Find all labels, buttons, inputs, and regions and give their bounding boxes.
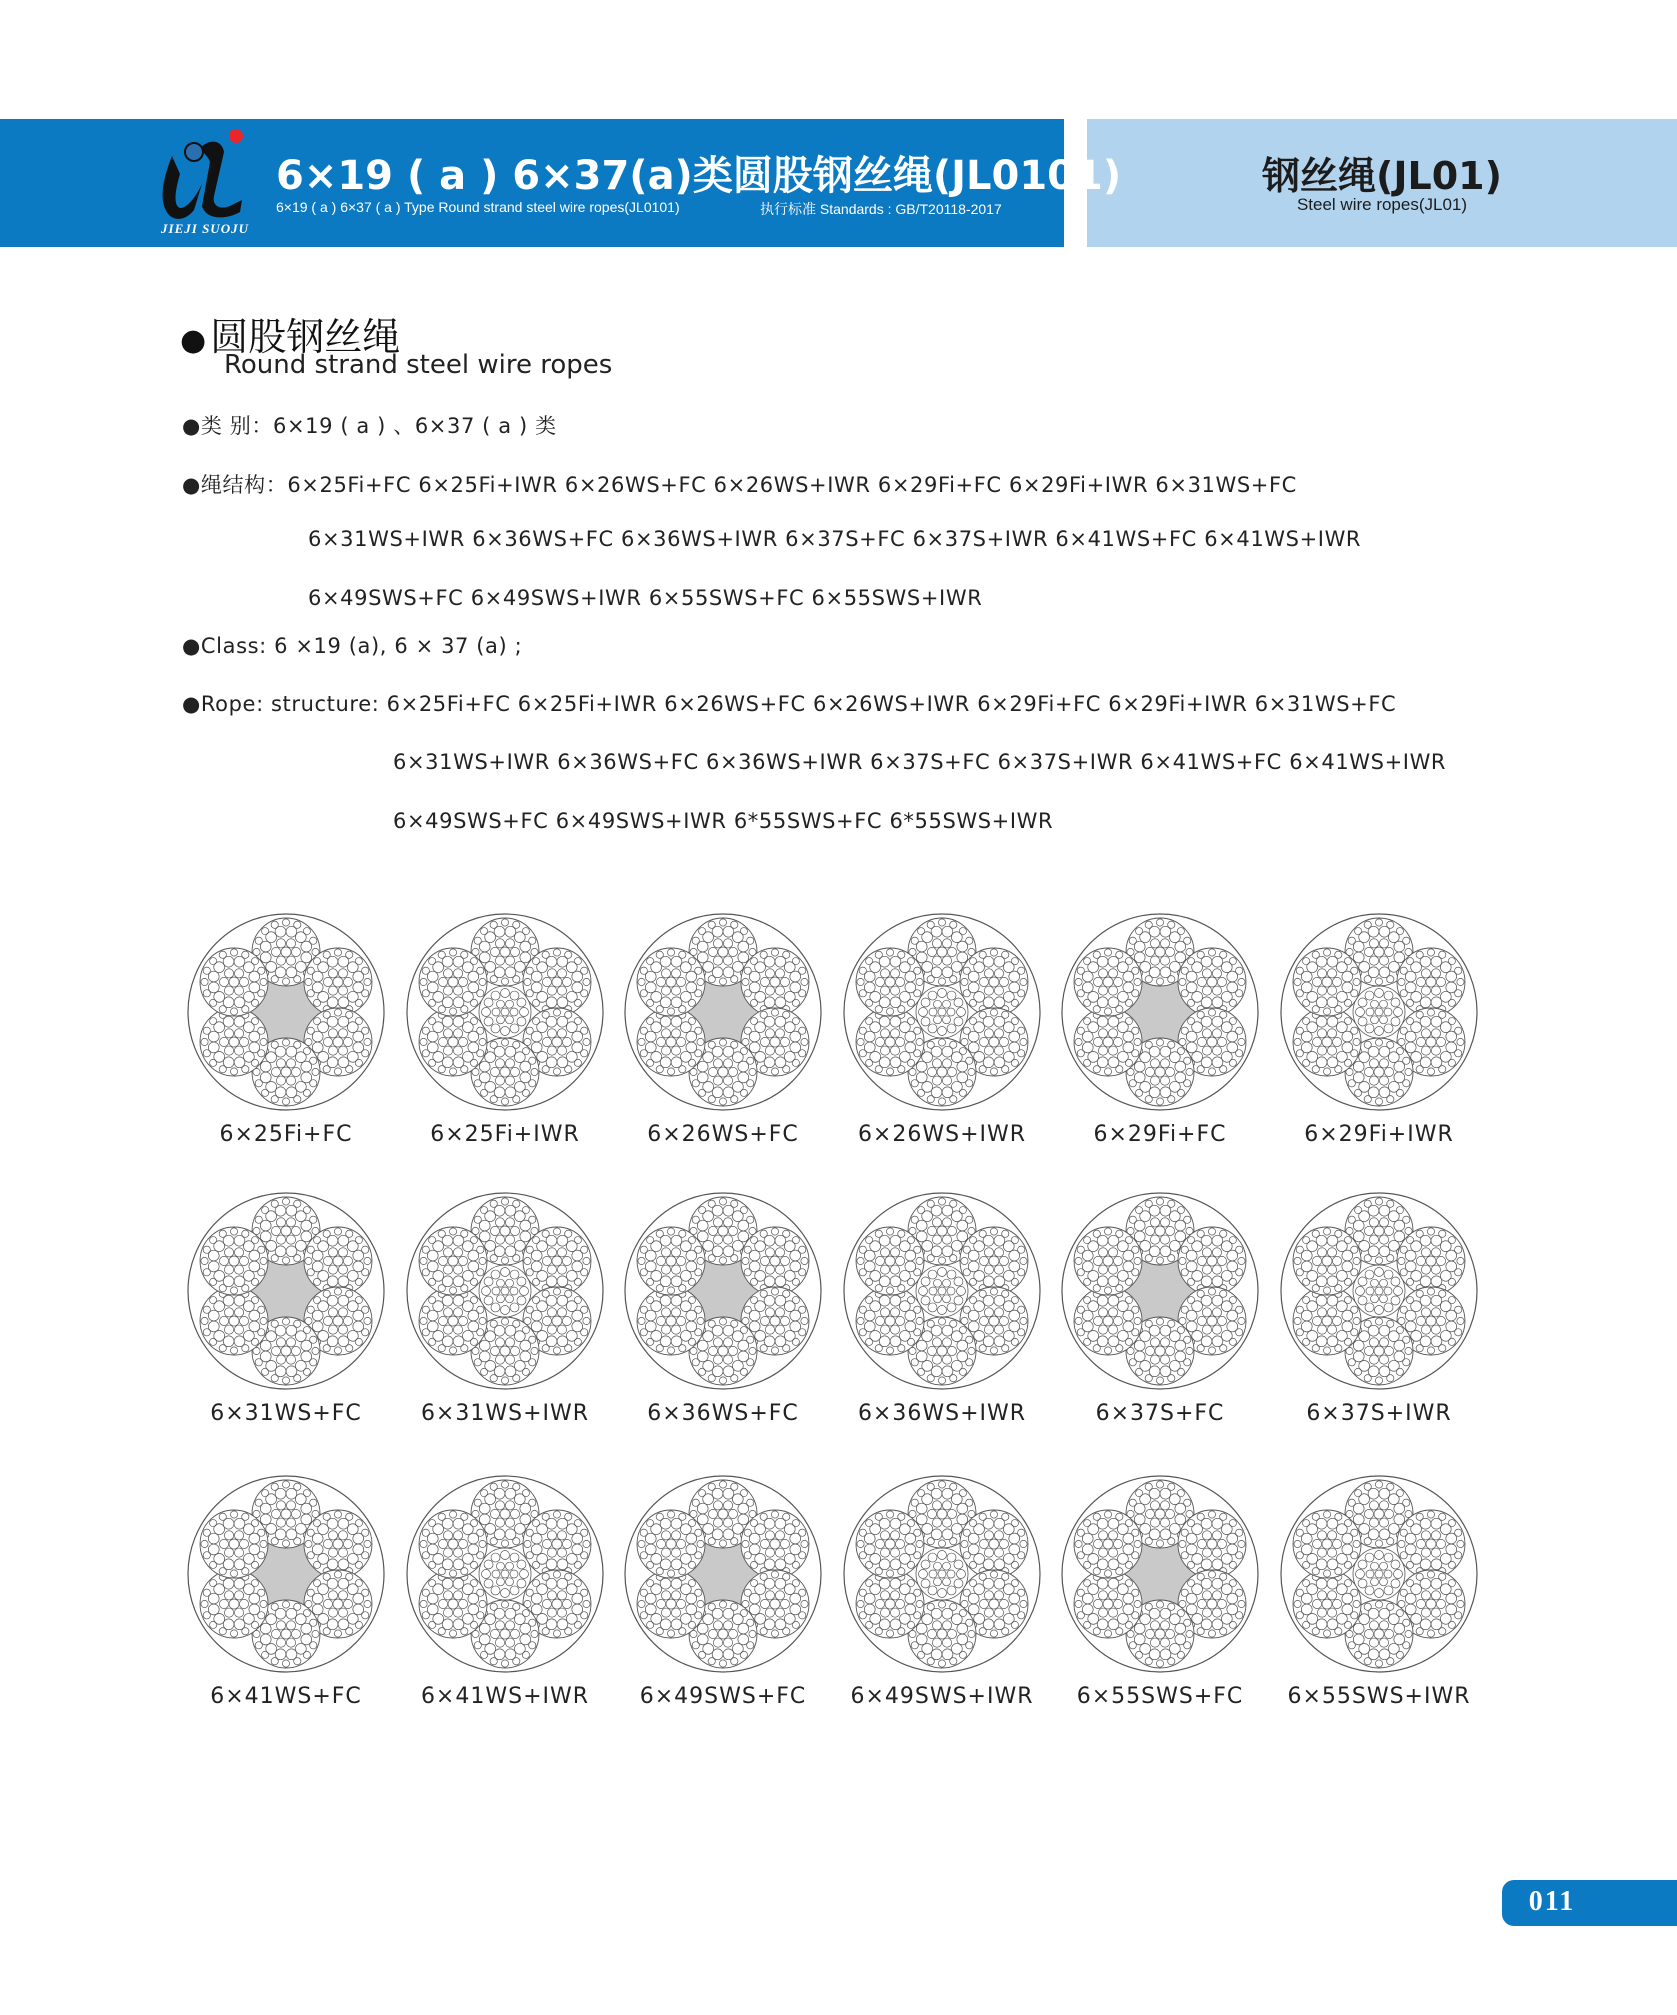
rope-cross-section — [837, 1191, 1047, 1426]
rope-cross-section — [837, 1474, 1047, 1709]
rope-cross-section-icon — [1060, 1474, 1260, 1674]
rope-cross-section-icon — [623, 1474, 823, 1674]
spec-line-class-en: ●Class: 6 ×19 (a), 6 × 37 (a) ; — [182, 634, 523, 658]
rope-cross-section — [400, 1191, 610, 1426]
rope-cross-section-icon — [842, 1474, 1042, 1674]
page-subtitle: 6×19 ( a ) 6×37 ( a ) Type Round strand steel wire ropes(JL0101) — [276, 199, 680, 215]
rope-structure-label: 6×25Fi+IWR — [430, 1122, 580, 1147]
rope-cross-section-icon — [842, 1191, 1042, 1391]
rope-cross-section-icon — [623, 912, 823, 1112]
rope-cross-section-icon — [623, 1191, 823, 1391]
spec-line-structure-en: ●Rope: structure: 6×25Fi+FC 6×25Fi+IWR 6×26WS+FC 6×26WS+IWR 6×29Fi+FC 6×29Fi+IWR 6×31WS+FC — [182, 692, 1397, 716]
rope-structure-label: 6×49SWS+FC — [639, 1684, 807, 1709]
rope-structure-label: 6×55SWS+IWR — [1287, 1684, 1471, 1709]
spec-line-structure-cn-cont: 6×31WS+IWR 6×36WS+FC 6×36WS+IWR 6×37S+FC 6×37S+IWR 6×41WS+FC 6×41WS+IWR — [308, 527, 1362, 551]
category-title: 钢丝绳(JL01) — [1262, 154, 1502, 198]
rope-cross-section — [400, 1474, 610, 1709]
rope-cross-section-icon — [1279, 1474, 1479, 1674]
bullet-icon: ● — [180, 323, 207, 358]
spec-line-structure-cn-cont: 6×49SWS+FC 6×49SWS+IWR 6×55SWS+FC 6×55SWS+IWR — [308, 586, 983, 610]
spec-line-structure-cn: ●绳结构：6×25Fi+FC 6×25Fi+IWR 6×26WS+FC 6×26WS+IWR 6×29Fi+FC 6×29Fi+IWR 6×31WS+FC — [182, 473, 1297, 497]
page-number-tab — [1502, 1880, 1677, 1926]
rope-structure-label: 6×55SWS+FC — [1076, 1684, 1244, 1709]
rope-structure-label: 6×25Fi+FC — [219, 1122, 353, 1147]
rope-structure-label: 6×37S+FC — [1095, 1401, 1225, 1426]
rope-structure-label: 6×49SWS+IWR — [850, 1684, 1034, 1709]
rope-structure-label: 6×26WS+FC — [647, 1122, 799, 1147]
logo-wordmark: JIEJI SUOJU — [161, 221, 249, 236]
rope-cross-section — [1055, 912, 1265, 1147]
rope-cross-section-icon — [186, 1191, 386, 1391]
rope-cross-section — [1055, 1191, 1265, 1426]
rope-cross-section — [1274, 912, 1484, 1147]
rope-cross-section — [181, 912, 391, 1147]
rope-cross-section — [1274, 1191, 1484, 1426]
rope-cross-section-icon — [405, 1191, 605, 1391]
rope-cross-section — [618, 912, 828, 1147]
section-subtitle: Round strand steel wire ropes — [224, 350, 613, 380]
rope-structure-label: 6×36WS+FC — [647, 1401, 799, 1426]
rope-cross-section-icon — [405, 912, 605, 1112]
rope-structure-label: 6×37S+IWR — [1306, 1401, 1452, 1426]
rope-cross-section-icon — [1060, 912, 1260, 1112]
rope-cross-section — [400, 912, 610, 1147]
rope-cross-section-icon — [842, 912, 1042, 1112]
standard-note: 执行标准 Standards : GB/T20118-2017 — [760, 201, 1002, 217]
rope-structure-label: 6×31WS+FC — [210, 1401, 362, 1426]
rope-structure-label: 6×41WS+FC — [210, 1684, 362, 1709]
rope-cross-section — [618, 1191, 828, 1426]
spec-line-structure-en-cont: 6×49SWS+FC 6×49SWS+IWR 6*55SWS+FC 6*55SWS+IWR — [393, 809, 1054, 833]
rope-cross-section — [837, 912, 1047, 1147]
rope-cross-section-icon — [1060, 1191, 1260, 1391]
rope-cross-section — [1274, 1474, 1484, 1709]
rope-cross-section — [181, 1474, 391, 1709]
rope-cross-section-icon — [405, 1474, 605, 1674]
rope-cross-section — [181, 1191, 391, 1426]
rope-structure-label: 6×29Fi+IWR — [1304, 1122, 1454, 1147]
category-subtitle: Steel wire ropes(JL01) — [1296, 195, 1468, 214]
page-number: 011 — [1528, 1886, 1576, 1917]
rope-structure-label: 6×31WS+IWR — [420, 1401, 590, 1426]
spec-line-structure-en-cont: 6×31WS+IWR 6×36WS+FC 6×36WS+IWR 6×37S+FC 6×37S+IWR 6×41WS+FC 6×41WS+IWR — [393, 750, 1447, 774]
section-title-text: 圆股钢丝绳 — [210, 315, 401, 359]
rope-cross-section-icon — [186, 1474, 386, 1674]
page-title: 6×19 ( a ) 6×37(a)类圆股钢丝绳(JL0101) — [276, 153, 1122, 199]
rope-structure-label: 6×26WS+IWR — [857, 1122, 1027, 1147]
rope-cross-section-icon — [186, 912, 386, 1112]
rope-structure-label: 6×41WS+IWR — [420, 1684, 590, 1709]
rope-cross-section-icon — [1279, 912, 1479, 1112]
rope-cross-section — [1055, 1474, 1265, 1709]
rope-structure-label: 6×29Fi+FC — [1093, 1122, 1227, 1147]
spec-line-class-cn: ●类 别：6×19 ( a ) 、6×37 ( a ) 类 — [182, 414, 557, 438]
rope-cross-section — [618, 1474, 828, 1709]
rope-structure-label: 6×36WS+IWR — [857, 1401, 1027, 1426]
rope-cross-section-icon — [1279, 1191, 1479, 1391]
